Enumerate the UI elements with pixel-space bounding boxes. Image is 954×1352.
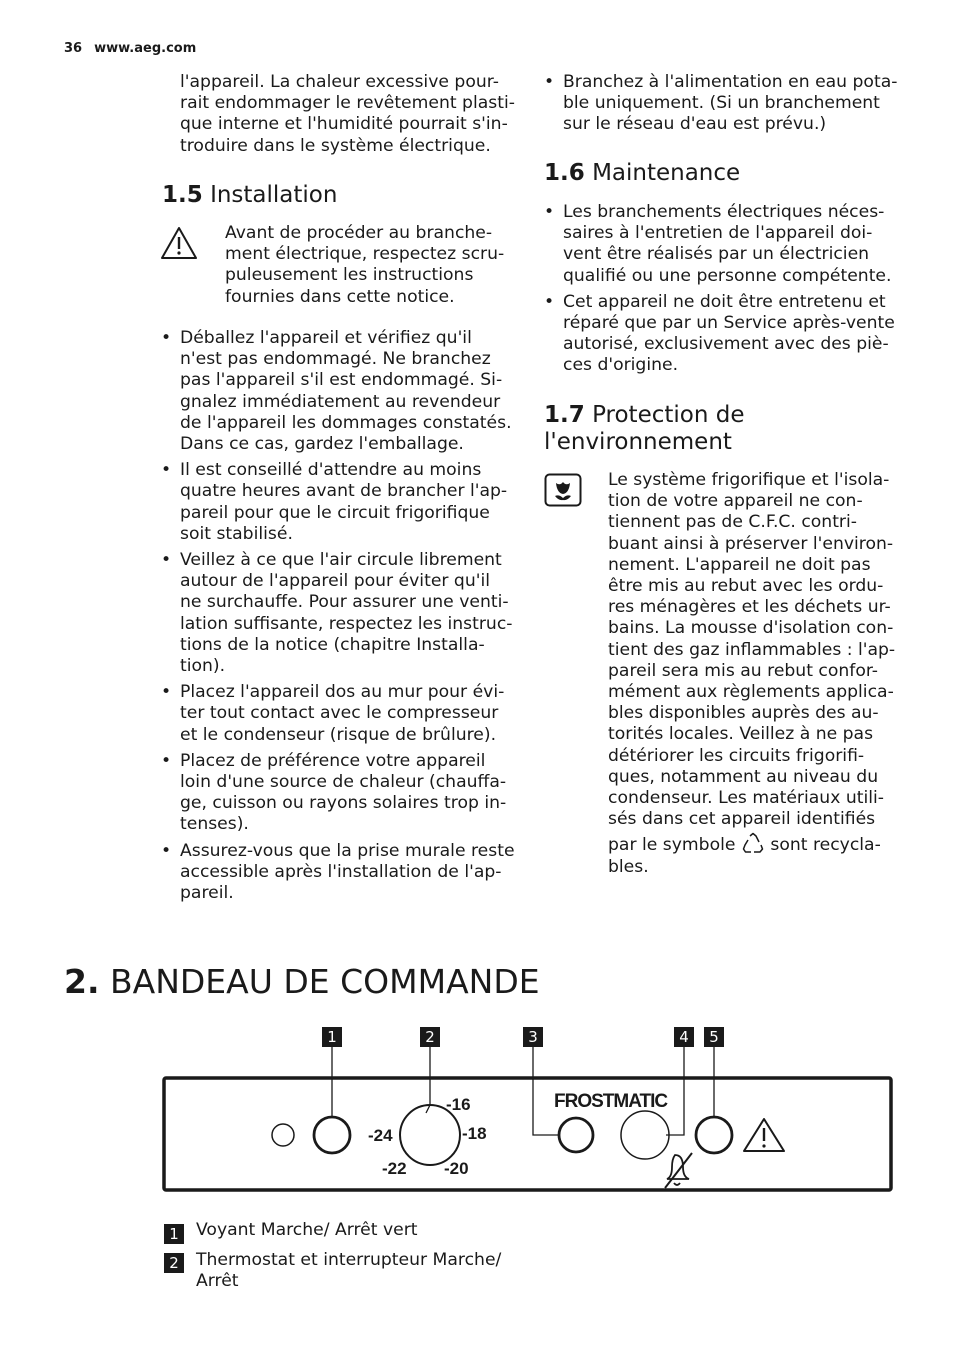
temp-label: -24 [368, 1126, 393, 1145]
text-line: ne surchauffe. Pour assurer une venti- [180, 592, 509, 613]
text-line: soit stabilisé. [180, 523, 293, 544]
power-indicator-light [272, 1124, 294, 1146]
page-header [64, 38, 196, 59]
text-line: de l'appareil les dommages constatés. [180, 412, 512, 433]
text-line: sés dans cet appareil identifiés [608, 809, 876, 830]
text-line: ques, notamment au niveau du [608, 766, 879, 787]
text-line: tion de votre appareil ne con- [608, 491, 863, 512]
text-line: bles. [608, 856, 649, 877]
text-line: bles disponibles auprès des au- [608, 703, 879, 724]
page-number: 36 [64, 41, 83, 56]
text-fragment: sont recycla- [770, 835, 881, 856]
installation-bullet-list [161, 328, 521, 909]
callout-4: 4 [674, 1027, 694, 1048]
text-line: ces d'origine. [563, 355, 679, 376]
section-title: Maintenance [592, 160, 741, 186]
text-line: pareil sera mis au rebut confor- [608, 660, 878, 681]
text-line: rait endommager le revêtement plasti- [180, 93, 515, 114]
text-line: bains. La mousse d'isolation con- [608, 618, 894, 639]
alarm-off-bell-icon [665, 1153, 692, 1188]
text-line: gnalez immédiatement au revendeur [180, 391, 501, 412]
list-item: • Branchez à l'alimentation en eau pota- ble uniquement. (Si un branchement sur le réseau d'eau est prévu.) [544, 72, 904, 136]
list-item: • Il est conseillé d'attendre au moins quatre heures avant de brancher l'ap- pareil pour que le circuit frigorifique soit stabilisé. [161, 460, 521, 545]
text-line: fournies dans cette notice. [225, 286, 455, 307]
legend-badge: 2 [164, 1253, 184, 1273]
text-line: Veillez à ce que l'air circule librement [180, 550, 502, 571]
list-item: • Assurez-vous que la prise murale reste accessible après l'installation de l'ap- pareil. [161, 841, 521, 905]
text-line: Avant de procéder au branche- [225, 223, 493, 243]
temp-label: -18 [462, 1124, 487, 1143]
list-item: • Placez l'appareil dos au mur pour évi- ter tout contact avec le compresseur et le condenseur (risque de brûlure). [161, 682, 521, 746]
text-line: Déballez l'appareil et vérifiez qu'il [180, 328, 472, 348]
legend-badge: 1 [164, 1224, 184, 1244]
warning-text [225, 223, 525, 308]
control-knob-1 [314, 1117, 350, 1153]
recycle-icon [741, 832, 765, 854]
section-number: 1.5 [162, 182, 203, 208]
text-line: Placez de préférence votre appareil [180, 750, 486, 771]
alarm-indicator-light [696, 1117, 732, 1153]
callout-1: 1 [322, 1027, 342, 1048]
text-line: qualifié ou une personne compétente. [563, 265, 892, 286]
text-line: Les branchements électriques néces- [563, 202, 885, 222]
leader-line-2 [426, 1047, 430, 1113]
environment-flower-icon [544, 473, 582, 507]
section-title-line2: l'environnement [544, 429, 732, 455]
control-panel-diagram [160, 1045, 900, 1197]
text-line: quatre heures avant de brancher l'ap- [180, 481, 508, 502]
text-line: puleusement les instructions [225, 265, 474, 286]
text-line: vent être réalisés par un électricien [563, 244, 870, 265]
text-line: res ménagères et les déchets ur- [608, 597, 891, 618]
temp-label: -22 [382, 1159, 407, 1178]
text-line: autour de l'appareil pour éviter qu'il [180, 571, 491, 592]
text-line: être mis au rebut avec les ordu- [608, 576, 884, 597]
legend-text: Thermostat et interrupteur Marche/ [196, 1250, 502, 1270]
panel-frame [164, 1078, 891, 1190]
chapter-title [64, 962, 540, 1002]
text-line: lation suffisante, respectez les instruc- [180, 613, 513, 634]
text-line: accessible après l'installation de l'ap- [180, 861, 502, 882]
text-line: pas l'appareil s'il est endommagé. Si- [180, 370, 503, 391]
text-line: Branchez à l'alimentation en eau pota- [563, 72, 898, 92]
water-bullet-list [544, 72, 904, 141]
text-fragment: par le symbole [608, 835, 736, 856]
section-heading-installation [162, 182, 337, 209]
alarm-off-button [621, 1111, 669, 1159]
text-line: ter tout contact avec le compresseur [180, 703, 499, 724]
frostmatic-knob [559, 1118, 593, 1152]
text-line: ment électrique, respectez scru- [225, 244, 505, 265]
legend-text: Arrêt [196, 1271, 239, 1292]
text-line: saires à l'entretien de l'appareil doi- [563, 223, 873, 244]
callout-5: 5 [704, 1027, 724, 1048]
section-heading-environment [544, 402, 744, 456]
text-line [608, 832, 908, 856]
legend-text: Voyant Marche/ Arrêt vert [196, 1220, 418, 1240]
list-item: • Placez de préférence votre appareil loin d'une source de chaleur (chauffa- ge, cuisson ou rayons solaires trop in- tenses). [161, 751, 521, 836]
text-line: et le condenseur (risque de brûlure). [180, 724, 497, 745]
warning-icon [160, 226, 198, 260]
callout-2: 2 [420, 1027, 440, 1048]
website-link[interactable]: www.aeg.com [94, 41, 197, 56]
text-line: pareil pour que le circuit frigorifique [180, 502, 490, 523]
text-line: nement. L'appareil ne doit pas [608, 554, 871, 575]
text-line: Il est conseillé d'attendre au moins [180, 460, 482, 481]
temp-label: -20 [444, 1159, 469, 1178]
temp-label: -16 [446, 1095, 471, 1114]
leader-line-4 [666, 1047, 684, 1135]
text-line: sur le réseau d'eau est prévu.) [563, 114, 827, 135]
thermostat-knob [400, 1105, 460, 1165]
text-line: que interne et l'humidité pourrait s'in- [180, 114, 508, 135]
frostmatic-label: FROSTMATIC [554, 1091, 668, 1112]
environment-text [608, 470, 908, 878]
section-title: Installation [210, 182, 338, 208]
intro-paragraph [180, 72, 520, 157]
text-line: pareil. [180, 883, 234, 904]
text-line: torités locales. Veillez à ne pas [608, 724, 874, 745]
text-line: buant ainsi à préserver l'environ- [608, 533, 894, 554]
callout-3: 3 [523, 1027, 543, 1048]
list-item: • Cet appareil ne doit être entretenu et réparé que par un Service après-vente autorisé, exclusivement avec des piè- ces d'origine. [544, 292, 904, 377]
chapter-number: 2. [64, 962, 100, 1001]
text-line: tiennent pas de C.F.C. contri- [608, 512, 857, 533]
text-line: Cet appareil ne doit être entretenu et [563, 291, 886, 312]
section-number: 1.7 [544, 402, 585, 428]
text-line: autorisé, exclusivement avec des piè- [563, 334, 889, 355]
text-line: Placez l'appareil dos au mur pour évi- [180, 682, 505, 703]
text-line: troduire dans le système électrique. [180, 135, 491, 156]
list-item: • Les branchements électriques néces- saires à l'entretien de l'appareil doi- vent être réalisés par un électricien qualifié ou une personne compétente. [544, 202, 904, 287]
text-line: mément aux règlements applica- [608, 682, 894, 703]
chapter-title-text: BANDEAU DE COMMANDE [110, 962, 540, 1001]
text-line: Dans ce cas, gardez l'emballage. [180, 434, 464, 455]
text-line: l'appareil. La chaleur excessive pour- [180, 72, 499, 92]
section-number: 1.6 [544, 160, 585, 186]
section-heading-maintenance [544, 160, 740, 187]
text-line: Le système frigorifique et l'isola- [608, 470, 890, 490]
text-line: tient des gaz inflammables : l'ap- [608, 639, 896, 660]
text-line: n'est pas endommagé. Ne branchez [180, 349, 491, 370]
section-title-line1: Protection de [592, 402, 745, 428]
text-line: tion). [180, 656, 226, 677]
text-line: réparé que par un Service après-vente [563, 313, 895, 334]
text-line: détériorer les circuits frigorifi- [608, 745, 865, 766]
text-line: condenseur. Les matériaux utili- [608, 788, 884, 809]
text-line: Assurez-vous que la prise murale reste [180, 840, 515, 861]
text-line: ble uniquement. (Si un branchement [563, 93, 880, 114]
text-line: loin d'une source de chaleur (chauffa- [180, 772, 507, 793]
text-line: ge, cuisson ou rayons solaires trop in- [180, 793, 507, 814]
list-item: • Déballez l'appareil et vérifiez qu'il n'est pas endommagé. Ne branchez pas l'appareil s'il est endommagé. Si- gnalez immédiatement au revendeur de l'appareil les dommages constatés. Dans ce cas, gardez l'emballage. [161, 328, 521, 455]
text-line: tions de la notice (chapitre Installa- [180, 634, 485, 655]
list-item: • Veillez à ce que l'air circule librement autour de l'appareil pour éviter qu'il ne surchauffe. Pour assurer une venti- lation suffisante, respectez les instruc- tions de la notice (chapitre Installa- tion). [161, 550, 521, 677]
text-line: tenses). [180, 814, 249, 835]
maintenance-bullet-list [544, 202, 904, 382]
